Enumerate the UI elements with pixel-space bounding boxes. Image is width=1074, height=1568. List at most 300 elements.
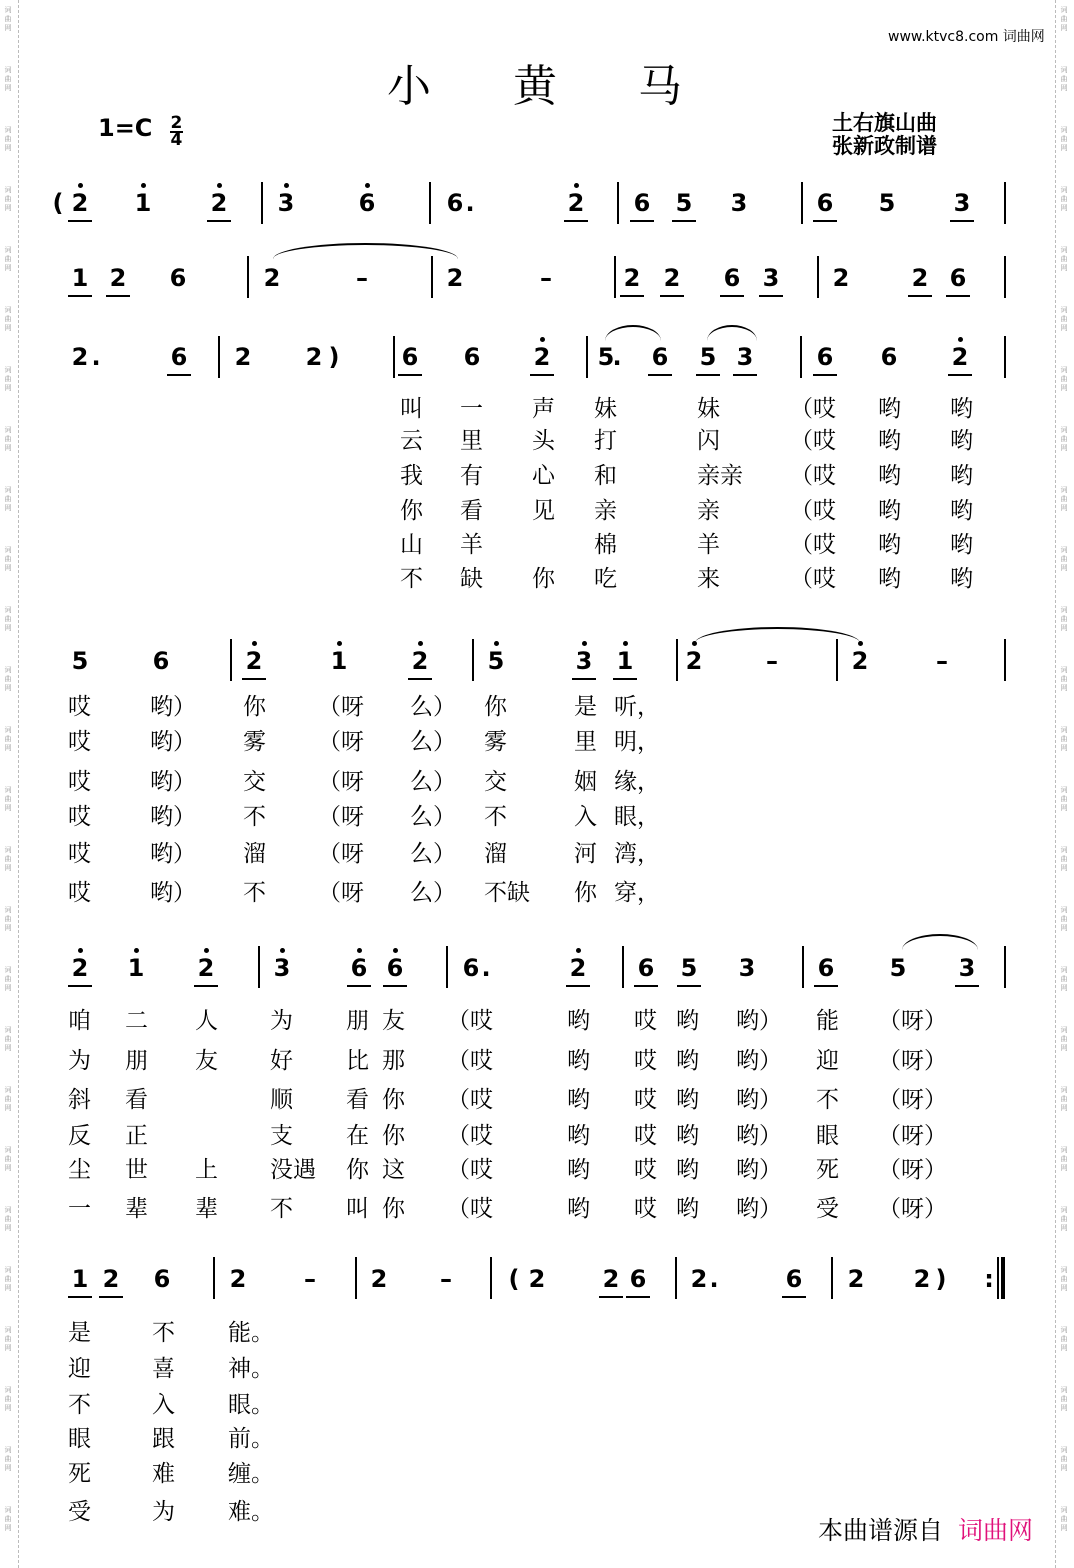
lyric-syllable: 有 — [460, 463, 483, 489]
watermark-text: 词 曲 网 — [4, 1206, 12, 1232]
lyric-syllable: 辈 — [125, 1196, 148, 1222]
lyric-syllable: 不 — [816, 1087, 839, 1113]
lyric-syllable: 亲亲 — [697, 463, 743, 489]
watermark-text: 词 曲 网 — [4, 1266, 12, 1292]
lyric-syllable: 哎 — [634, 1008, 657, 1034]
lyric-syllable: 辈 — [195, 1196, 218, 1222]
lyric-syllable: 么） — [410, 729, 456, 755]
lyric-syllable: （哎 — [447, 1157, 493, 1183]
note: 6 — [169, 264, 187, 292]
lyric-syllable: 我 — [400, 463, 423, 489]
lyric-syllable: 哟 — [567, 1196, 590, 1222]
note: 6 — [811, 342, 839, 372]
lyric-syllable: 哟 — [567, 1157, 590, 1183]
barline — [800, 336, 802, 378]
barline — [802, 946, 804, 988]
lyric-syllable: 能 — [816, 1008, 839, 1034]
watermark-text: 词 曲 网 — [4, 6, 12, 32]
lyric-syllable: 迎 — [816, 1048, 839, 1074]
lyric-syllable: 支 — [270, 1123, 293, 1149]
lyric-syllable: 哟 — [950, 566, 973, 592]
dash: – — [356, 264, 368, 292]
note: 6 — [396, 342, 424, 372]
lyric-syllable: 哟） — [736, 1087, 782, 1113]
title-char-2: 黄 — [513, 61, 557, 112]
barline — [446, 946, 448, 988]
lyric-syllable: 哟 — [950, 498, 973, 524]
lyric-syllable: 哟 — [878, 396, 901, 422]
barline — [393, 336, 395, 378]
barline — [617, 182, 619, 224]
note: 2 — [71, 343, 89, 371]
lyric-syllable: 哟 — [950, 396, 973, 422]
watermark-text: 词 曲 网 — [1060, 906, 1068, 932]
lyric-syllable: 上 — [195, 1157, 218, 1183]
lyric-syllable: 哟） — [150, 880, 196, 906]
lyric-syllable: 哟 — [950, 428, 973, 454]
lyric-syllable: 哟） — [736, 1123, 782, 1149]
watermark-text: 词 曲 网 — [4, 1086, 12, 1112]
lyric-syllable: （呀 — [318, 769, 364, 795]
lyric-syllable: 正 — [125, 1123, 148, 1149]
dash: – — [440, 1265, 452, 1293]
watermark-text: 词 曲 网 — [4, 1146, 12, 1172]
lyric-syllable: 心 — [532, 463, 555, 489]
lyric-syllable: 交 — [484, 769, 507, 795]
slur — [902, 934, 978, 950]
dash: – — [540, 264, 552, 292]
note: 2 — [66, 188, 94, 218]
note: 6 — [153, 1265, 171, 1293]
note: 1 — [325, 646, 353, 676]
lyric-syllable: 哎 — [68, 694, 91, 720]
source-site-link[interactable]: 词曲网 — [958, 1516, 1034, 1545]
lyric-syllable: 人 — [195, 1008, 218, 1034]
note: 5 — [482, 646, 510, 676]
watermark-text: 词 曲 网 — [1060, 606, 1068, 632]
lyric-syllable: 哟） — [736, 1008, 782, 1034]
lyric-syllable: 你 — [484, 694, 507, 720]
barline — [490, 1257, 492, 1299]
lyric-syllable: 哟 — [878, 566, 901, 592]
credit-origin: 土右旗山曲 — [832, 111, 937, 135]
lyric-syllable: 顺 — [270, 1087, 293, 1113]
lyric-syllable: （哎 — [447, 1008, 493, 1034]
watermark-text: 词 曲 网 — [1060, 1326, 1068, 1352]
note: 6 — [632, 953, 660, 983]
lyric-syllable: （呀） — [878, 1123, 947, 1149]
lyric-syllable: 死 — [68, 1461, 91, 1487]
barline — [213, 1257, 215, 1299]
note: 2 — [229, 1265, 247, 1293]
lyric-syllable: （呀 — [318, 841, 364, 867]
lyric-syllable: 咱 — [68, 1008, 91, 1034]
watermark-text: 词 曲 网 — [4, 606, 12, 632]
lyric-syllable: （哎 — [447, 1196, 493, 1222]
lyric-syllable: 山 — [400, 532, 423, 558]
lyric-syllable: 湾， — [614, 841, 660, 867]
note: 1 — [66, 1264, 94, 1294]
lyric-syllable: 哎 — [68, 729, 91, 755]
lyric-syllable: （哎 — [790, 396, 836, 422]
lyric-syllable: 哎 — [634, 1087, 657, 1113]
note: 3 — [757, 263, 785, 293]
lyric-syllable: 么） — [410, 694, 456, 720]
watermark-text: 词 曲 网 — [1060, 726, 1068, 752]
augmentation-dot: . — [91, 343, 101, 371]
lyric-syllable: 见 — [532, 498, 555, 524]
note: 2 — [913, 1265, 931, 1293]
lyric-syllable: 哎 — [68, 769, 91, 795]
lyric-syllable: 叫 — [346, 1196, 369, 1222]
watermark-text: 词 曲 网 — [4, 786, 12, 812]
lyric-syllable: 棉 — [594, 532, 617, 558]
note: 6 — [462, 954, 480, 982]
lyric-syllable: 叫 — [400, 396, 423, 422]
watermark-text: 词 曲 网 — [1060, 306, 1068, 332]
note: 5 — [71, 647, 89, 675]
lyric-syllable: 你 — [382, 1087, 405, 1113]
note: 2 — [205, 188, 233, 218]
lyric-syllable: 哟） — [736, 1196, 782, 1222]
lyric-syllable: 哎 — [68, 804, 91, 830]
lyric-syllable: 入 — [152, 1392, 175, 1418]
lyric-syllable: 入 — [574, 804, 597, 830]
lyric-syllable: 眼 — [68, 1426, 91, 1452]
note: 6 — [646, 342, 674, 372]
lyric-syllable: 不 — [243, 880, 266, 906]
lyric-syllable: 二 — [125, 1008, 148, 1034]
lyric-syllable: 好 — [270, 1048, 293, 1074]
barline — [1004, 946, 1006, 988]
watermark-text: 词 曲 网 — [4, 1326, 12, 1352]
lyric-syllable: 溜 — [484, 841, 507, 867]
note: 2 — [305, 343, 323, 371]
lyric-syllable: 跟 — [152, 1426, 175, 1452]
lyric-syllable: 吃 — [594, 566, 617, 592]
note: 6 — [718, 263, 746, 293]
watermark-text: 词 曲 网 — [4, 426, 12, 452]
lyric-syllable: （呀） — [878, 1196, 947, 1222]
note: 6 — [624, 1264, 652, 1294]
augmentation-dot: . — [481, 954, 491, 982]
watermark-text: 词 曲 网 — [1060, 546, 1068, 572]
lyric-syllable: 没遇 — [270, 1157, 316, 1183]
note: 5 — [670, 188, 698, 218]
lyric-syllable: 哟 — [676, 1008, 699, 1034]
lyric-syllable: 交 — [243, 769, 266, 795]
barline — [676, 639, 678, 681]
lyric-syllable: 哟） — [150, 841, 196, 867]
lyric-syllable: 溜 — [243, 841, 266, 867]
lyric-syllable: 哎 — [68, 841, 91, 867]
lyric-syllable: 妹 — [697, 396, 720, 422]
lyric-syllable: （呀 — [318, 804, 364, 830]
lyric-syllable: （呀） — [878, 1008, 947, 1034]
dash: – — [766, 647, 778, 675]
lyric-syllable: 你 — [346, 1157, 369, 1183]
site-url: www.ktvc8.com 词曲网 — [888, 29, 1045, 45]
left-watermark-strip — [0, 0, 19, 1568]
lyric-syllable: 你 — [400, 498, 423, 524]
watermark-text: 词 曲 网 — [1060, 366, 1068, 392]
lyric-syllable: 难。 — [228, 1499, 274, 1525]
lyric-syllable: 哎 — [634, 1196, 657, 1222]
lyric-syllable: 声 — [532, 396, 555, 422]
lyric-syllable: 世 — [125, 1157, 148, 1183]
lyric-syllable: （哎 — [790, 566, 836, 592]
note: 6 — [152, 647, 170, 675]
lyric-syllable: 那 — [382, 1048, 405, 1074]
right-watermark-strip — [1055, 0, 1074, 1568]
lyric-syllable: 不 — [68, 1392, 91, 1418]
barline — [801, 182, 803, 224]
lyric-syllable: 哟 — [878, 498, 901, 524]
barline — [355, 1257, 357, 1299]
note: 3 — [738, 954, 756, 982]
watermark-text: 词 曲 网 — [1060, 846, 1068, 872]
lyric-syllable: 打 — [594, 428, 617, 454]
lyric-syllable: 不 — [270, 1196, 293, 1222]
watermark-text: 词 曲 网 — [1060, 6, 1068, 32]
final-barline-thick — [1001, 1257, 1005, 1299]
paren-open: ( — [508, 1265, 520, 1293]
lyric-syllable: 羊 — [460, 532, 483, 558]
lyric-syllable: 哟 — [878, 532, 901, 558]
note: 6 — [812, 953, 840, 983]
key-signature — [98, 114, 183, 148]
note: 3 — [953, 953, 981, 983]
lyric-syllable: 神。 — [228, 1356, 274, 1382]
barline — [1004, 336, 1006, 378]
final-barline-thin — [997, 1257, 999, 1299]
watermark-text: 词 曲 网 — [4, 906, 12, 932]
lyric-syllable: 河 — [574, 841, 597, 867]
watermark-text: 词 曲 网 — [4, 726, 12, 752]
watermark-text: 词 曲 网 — [4, 1506, 12, 1532]
lyric-syllable: 云 — [400, 428, 423, 454]
lyric-syllable: 头 — [532, 428, 555, 454]
lyric-syllable: （呀） — [878, 1087, 947, 1113]
lyric-syllable: 不 — [152, 1320, 175, 1346]
key-label: 1=C — [98, 114, 153, 142]
lyric-syllable: 来 — [697, 566, 720, 592]
lyric-syllable: 你 — [382, 1196, 405, 1222]
lyric-syllable: 友 — [382, 1008, 405, 1034]
watermark-text: 词 曲 网 — [1060, 246, 1068, 272]
lyric-syllable: 明， — [614, 729, 660, 755]
lyric-syllable: 迎 — [68, 1356, 91, 1382]
lyric-syllable: 哟 — [676, 1157, 699, 1183]
watermark-text: 词 曲 网 — [4, 1026, 12, 1052]
time-signature — [170, 112, 184, 150]
watermark-text: 词 曲 网 — [1060, 66, 1068, 92]
lyric-syllable: （哎 — [447, 1087, 493, 1113]
barline — [1004, 639, 1006, 681]
lyric-syllable: 为 — [68, 1048, 91, 1074]
barline — [622, 946, 624, 988]
lyric-syllable: 亲 — [697, 498, 720, 524]
lyric-syllable: 听， — [614, 694, 660, 720]
watermark-text: 词 曲 网 — [1060, 966, 1068, 992]
time-numerator: 2 — [170, 112, 183, 133]
note: 3 — [570, 646, 598, 676]
lyric-syllable: 一 — [460, 396, 483, 422]
note: 1 — [611, 646, 639, 676]
note: 2 — [564, 953, 592, 983]
lyric-syllable: 么） — [410, 769, 456, 795]
note: 2 — [597, 1264, 625, 1294]
note: 5 — [675, 953, 703, 983]
lyric-syllable: 不缺 — [484, 880, 530, 906]
note: 6 — [165, 342, 193, 372]
lyric-syllable: （哎 — [790, 532, 836, 558]
watermark-text: 词 曲 网 — [1060, 1086, 1068, 1112]
watermark-text: 词 曲 网 — [4, 186, 12, 212]
lyric-syllable: （哎 — [447, 1123, 493, 1149]
barline — [586, 336, 588, 378]
lyric-syllable: 哟） — [150, 769, 196, 795]
note: 3 — [272, 188, 300, 218]
lyric-syllable: （呀 — [318, 694, 364, 720]
watermark-text: 词 曲 网 — [1060, 426, 1068, 452]
note: 2 — [406, 646, 434, 676]
note: 2 — [66, 953, 94, 983]
watermark-text: 词 曲 网 — [1060, 1266, 1068, 1292]
augmentation-dot: . — [465, 189, 475, 217]
paren-close: ) — [328, 343, 340, 371]
lyric-syllable: 尘 — [68, 1157, 91, 1183]
barline — [218, 336, 220, 378]
lyric-syllable: 哟 — [676, 1048, 699, 1074]
note: 6 — [345, 953, 373, 983]
lyric-syllable: 哎 — [68, 880, 91, 906]
note: 2 — [240, 646, 268, 676]
barline — [1004, 256, 1006, 298]
source-label: 本曲谱源自 — [818, 1516, 944, 1545]
lyric-syllable: 不 — [400, 566, 423, 592]
barline — [429, 182, 431, 224]
lyric-syllable: 哟 — [567, 1008, 590, 1034]
credit-transcriber: 张新政制谱 — [832, 134, 937, 158]
note: 6 — [353, 188, 381, 218]
barline — [817, 256, 819, 298]
lyric-syllable: 反 — [68, 1123, 91, 1149]
paren-open: ( — [52, 189, 64, 217]
augmentation-dot: . — [709, 1265, 719, 1293]
barline — [247, 256, 249, 298]
lyric-syllable: 朋 — [125, 1048, 148, 1074]
note: 6 — [446, 189, 464, 217]
lyric-syllable: （呀 — [318, 880, 364, 906]
lyric-syllable: 受 — [68, 1499, 91, 1525]
lyric-syllable: 亲 — [594, 498, 617, 524]
barline — [614, 256, 616, 298]
note: 2 — [690, 1265, 708, 1293]
barline — [472, 639, 474, 681]
note: 2 — [97, 1264, 125, 1294]
watermark-text: 词 曲 网 — [4, 126, 12, 152]
barline — [675, 1257, 677, 1299]
note: 5 — [889, 954, 907, 982]
lyric-syllable: 一 — [68, 1196, 91, 1222]
watermark-text: 词 曲 网 — [4, 486, 12, 512]
lyric-syllable: 雾 — [243, 729, 266, 755]
lyric-syllable: 是 — [68, 1320, 91, 1346]
note: 5 — [597, 343, 615, 371]
note: 5 — [878, 189, 896, 217]
lyric-syllable: 哟） — [736, 1048, 782, 1074]
watermark-text: 词 曲 网 — [4, 546, 12, 572]
note: 2 — [562, 188, 590, 218]
lyric-syllable: 哟 — [878, 428, 901, 454]
lyric-syllable: 是 — [574, 694, 597, 720]
lyric-syllable: 看 — [346, 1087, 369, 1113]
barline — [230, 639, 232, 681]
lyric-syllable: 这 — [382, 1157, 405, 1183]
lyric-syllable: 看 — [460, 498, 483, 524]
lyric-syllable: 闪 — [697, 428, 720, 454]
watermark-text: 词 曲 网 — [4, 66, 12, 92]
lyric-syllable: 为 — [270, 1008, 293, 1034]
lyric-syllable: 哟 — [676, 1196, 699, 1222]
watermark-text: 词 曲 网 — [1060, 1026, 1068, 1052]
lyric-syllable: （哎 — [790, 428, 836, 454]
watermark-text: 词 曲 网 — [1060, 1146, 1068, 1172]
time-denominator: 4 — [170, 129, 183, 150]
lyric-syllable: 羊 — [697, 532, 720, 558]
note: 1 — [66, 263, 94, 293]
watermark-text: 词 曲 网 — [1060, 666, 1068, 692]
lyric-syllable: （哎 — [790, 463, 836, 489]
lyric-syllable: 不 — [484, 804, 507, 830]
note: 3 — [730, 189, 748, 217]
lyric-syllable: 哟 — [567, 1087, 590, 1113]
lyric-syllable: 穿， — [614, 880, 660, 906]
lyric-syllable: 缠。 — [228, 1461, 274, 1487]
note: 2 — [680, 646, 708, 676]
watermark-text: 词 曲 网 — [1060, 1506, 1068, 1532]
watermark-text: 词 曲 网 — [4, 246, 12, 272]
note: 2 — [846, 646, 874, 676]
note: 2 — [528, 342, 556, 372]
barline — [431, 256, 433, 298]
note: 6 — [463, 343, 481, 371]
lyric-syllable: 缺 — [460, 566, 483, 592]
lyric-syllable: 看 — [125, 1087, 148, 1113]
note: 2 — [832, 264, 850, 292]
lyric-syllable: 哎 — [634, 1048, 657, 1074]
lyric-syllable: 哟 — [567, 1048, 590, 1074]
dash: – — [936, 647, 948, 675]
lyric-syllable: 朋 — [346, 1008, 369, 1034]
note: 6 — [880, 343, 898, 371]
lyric-syllable: 哟） — [736, 1157, 782, 1183]
lyric-syllable: 哎 — [634, 1157, 657, 1183]
lyric-syllable: 缘， — [614, 769, 660, 795]
lyric-syllable: （呀） — [878, 1048, 947, 1074]
note: 6 — [944, 263, 972, 293]
watermark-text: 词 曲 网 — [4, 306, 12, 332]
lyric-syllable: 哟） — [150, 804, 196, 830]
watermark-text: 词 曲 网 — [1060, 1386, 1068, 1412]
note: 6 — [811, 188, 839, 218]
lyric-syllable: 前。 — [228, 1426, 274, 1452]
lyric-syllable: 眼， — [614, 804, 660, 830]
lyric-syllable: 你 — [243, 694, 266, 720]
note: 2 — [946, 342, 974, 372]
paren-close: ) — [935, 1265, 947, 1293]
